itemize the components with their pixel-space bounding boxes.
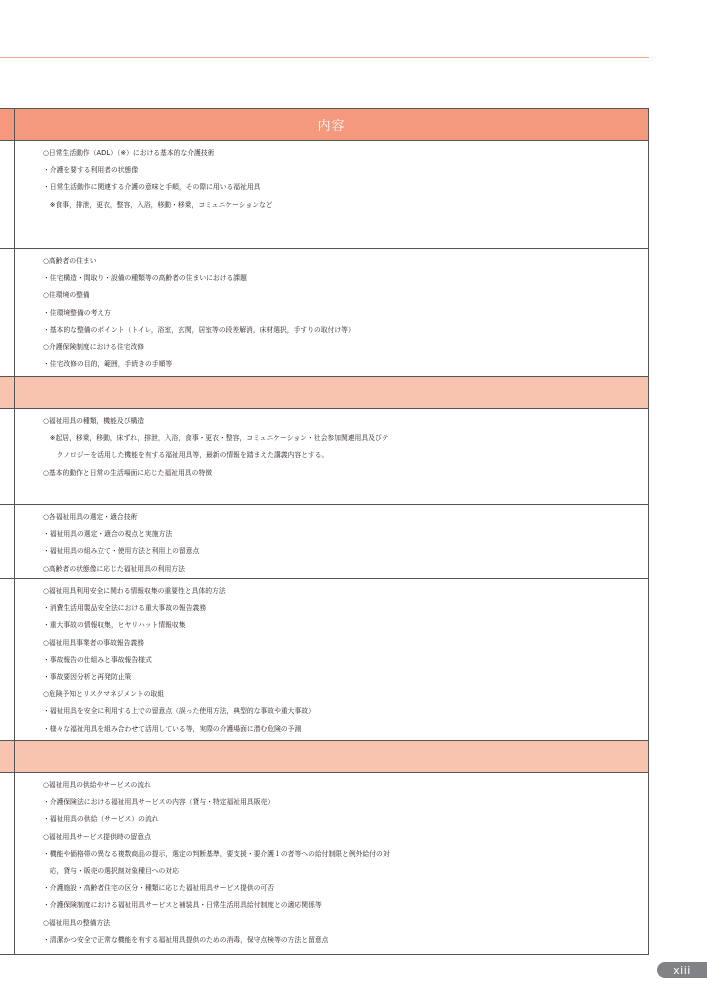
content-line: ・住環境整備の考え方 [43,308,111,317]
content-line: ○福祉用具サービス提供時の留意点 [43,832,151,841]
content-line: ○日常生活動作（ADL）（※）における基本的な介護技術 [43,149,215,157]
category-cell [0,409,15,504]
content-line: ・様々な福祉用具を組み合わせて活用している等，実際の介護場面に潜む危険の予測 [43,724,302,733]
content-line: ・重大事故の情報収集，ヒヤリハット情報収集 [43,621,186,630]
content-line: ※食事，排泄，更衣，整容，入浴，移動・移乗，コミュニケーションなど [43,200,273,209]
header-title: 内容 [317,119,346,134]
category-cell [0,377,15,408]
content-line: ・住宅改修の目的，範囲，手続きの手順等 [43,360,173,369]
table-row [0,140,649,248]
table-header-row [0,108,649,140]
content-line: ・福祉用具の選定・適合の視点と実施方法 [43,530,173,539]
content-cell [15,249,649,376]
top-divider-line [0,57,649,58]
table-row [0,504,649,578]
section-cell [15,377,649,408]
content-line: ・介護施設・高齢者住宅の区分・種類に応じた福祉用具サービス提供の可否 [43,884,275,893]
content-line: ・日常生活動作に関連する介護の意味と手順，その際に用いる福祉用具 [43,183,261,192]
section-divider-row [0,376,649,408]
content-line: ・住宅構造・間取り・設備の種類等の高齢者の住まいにおける課題 [43,274,247,283]
category-cell [0,505,15,578]
content-line: ・事故報告の仕組みと事故報告様式 [43,655,152,664]
content-line: ・消費生活用製品安全法における重大事故の報告義務 [43,604,207,613]
content-line: ○福祉用具利用安全に関わる情報収集の重要性と具体的方法 [43,587,226,595]
content-line: ・福祉用具の組み立て・使用方法と利用上の留意点 [43,547,200,556]
section-cell [15,741,649,772]
content-cell [15,505,649,578]
content-line: ○各福祉用具の選定・適合技術 [43,513,138,521]
content-line: ・介護を要する利用者の状態像 [43,166,139,175]
category-cell [0,579,15,740]
category-cell [0,249,15,376]
table-row [0,578,649,740]
content-line: ・介護保険制度における福祉用具サービスと補装具・日常生活用具給付制度との適応関係等 [43,901,322,910]
category-cell [0,741,15,772]
content-line: 応，貸与・販売の選択制対象種目への対応 [43,866,179,875]
table-row [0,248,649,376]
content-line: ・福祉用具を安全に利用する上での留意点（誤った使用方法，典型的な事故や重大事故） [43,707,315,716]
content-cell [15,409,649,504]
section-divider-row [0,740,649,772]
content-line: ○福祉用具の整備方法 [43,918,111,927]
content-line: ○福祉用具事業者の事故報告義務 [43,638,145,647]
content-cell [15,141,649,248]
category-cell [0,109,15,140]
content-line: ・基本的な整備のポイント（トイレ，浴室，玄関，居室等の段差解消，床材選択，手すりの取付け等） [43,325,355,334]
content-line: ・事故要因分析と再発防止策 [43,672,132,681]
category-cell [0,773,15,954]
content-line: ○高齢者の状態像に応じた福祉用具の利用方法 [43,564,185,573]
content-line: ○福祉用具の種類，機能及び構造 [43,417,145,425]
content-line: ・清潔かつ安全で正常な機能を有する福祉用具提供のための消毒，保守点検等の方法と留意点 [43,935,329,944]
table-row [0,772,649,954]
page-number: xiii [673,963,691,977]
content-line: ○介護保険制度における住宅改修 [43,342,145,351]
content-table [0,108,649,955]
header-cell [15,109,649,140]
table-row [0,408,649,504]
content-line: ・機能や価格帯の異なる複数商品の提示，選定の判断基準，要支援・要介護１の者等への給付制限と例外給付の対 [43,849,390,858]
content-line: ・介護保険法における福祉用具サービスの内容（貸与・特定福祉用具販売） [43,798,275,807]
content-line: ○住環境の整備 [43,291,90,300]
content-line: クノロジーを活用した機能を有する福祉用具等，最新の情報を踏まえた講義内容とする。 [43,451,329,460]
content-line: ○基本的動作と日常の生活場面に応じた福祉用具の特徴 [43,468,213,477]
content-line: ○危険予知とリスクマネジメントの取組 [43,690,165,699]
category-cell [0,141,15,248]
content-cell [15,773,649,954]
content-line: ・福祉用具の供給（サービス）の流れ [43,815,159,824]
page-number-badge [657,962,707,978]
content-line: ※起居，移乗，移動，床ずれ，排泄，入浴，食事・更衣・整容，コミュニケーション・社会参加関連用具及びテ [43,434,389,443]
content-line: ○福祉用具の供給やサービスの流れ [43,781,151,789]
content-cell [15,579,649,740]
content-line: ○高齢者の住まい [43,257,97,265]
